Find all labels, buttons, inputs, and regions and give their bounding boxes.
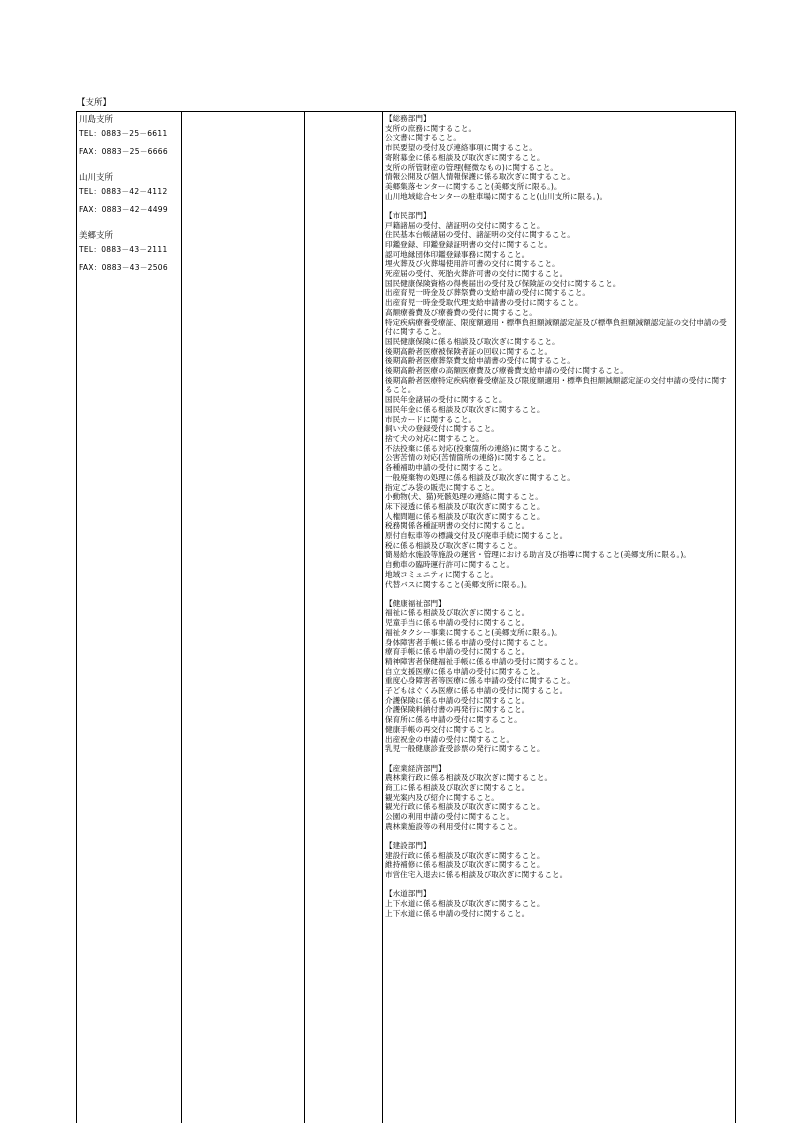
duty-item: 上下水道に係る相談及び取次ぎに関すること。 [385, 898, 545, 908]
duty-item: 農林業行政に係る相談及び取次ぎに関すること。 [385, 773, 553, 783]
duty-item: 小動物(犬、猫)死骸処理の連絡に関すること。 [385, 492, 543, 502]
department-section [385, 114, 733, 201]
duty-item: 維持補修に係る相談及び取次ぎに関すること。 [385, 860, 545, 870]
duty-item: 不法投棄に係る対応(投棄箇所の連絡)に関すること。 [385, 443, 566, 453]
duty-item: 観光行政に係る相談及び取次ぎに関すること。 [385, 802, 545, 812]
duty-item: 国民年金諸届の受付に関すること。 [385, 395, 507, 405]
office-tel: TEL：0883－25－6611 [79, 129, 168, 138]
duty-item: 支所の所管財産の管理(軽微なもの)に関すること。 [385, 162, 558, 172]
duty-item: 税務関係各種証明書の交付に関すること。 [385, 521, 530, 531]
duty-item: 後期高齢者医療葬祭費支給申請書の受付に関すること。 [385, 356, 575, 366]
duty-item: 地域コミュニティに関すること。 [385, 569, 499, 579]
duty-item: 精神障害者保健福祉手帳に係る申請の受付に関すること。 [385, 656, 583, 666]
duty-item: 埋火葬及び火葬場使用許可書の交付に関すること。 [385, 259, 560, 269]
department-title: 【健康福祉部門】 [385, 598, 446, 608]
duty-item: 重度心身障害者等医療に係る申請の受付に関すること。 [385, 676, 575, 686]
duty-item: 情報公開及び個人情報保護に係る取次ぎに関すること。 [385, 172, 575, 182]
duty-item: 児童手当に係る申請の受付に関すること。 [385, 618, 530, 628]
duty-item: 寄附募金に係る相談及び取次ぎに関すること。 [385, 152, 545, 162]
duty-item: 介護保険に係る申請の受付に関すること。 [385, 695, 530, 705]
office-fax: FAX：0883－43－2506 [79, 263, 168, 272]
duty-item: 乳児一般健康診査受診票の発行に関すること。 [385, 744, 545, 754]
duty-item: 国民年金に係る相談及び取次ぎに関すること。 [385, 404, 545, 414]
duty-item: 健康手帳の再交付に関すること。 [385, 724, 499, 734]
duty-item: 死産届の受付、死胎火葬許可書の交付に関すること。 [385, 269, 568, 279]
department-section [385, 211, 733, 589]
duty-item: 建設行政に係る相談及び取次ぎに関すること。 [385, 850, 545, 860]
duty-item: 支所の庶務に関すること。 [385, 123, 477, 133]
duty-item: 飼い犬の登録受付に関すること。 [385, 424, 499, 434]
department-section [385, 599, 733, 754]
duty-item: 人権問題に係る相談及び取次ぎに関すること。 [385, 511, 545, 521]
department-section [385, 764, 733, 832]
duty-item: 各種補助申請の受付に関すること。 [385, 463, 507, 473]
office-name: 山川支所 [79, 173, 114, 183]
duty-item: 税に係る相談及び取次ぎに関すること。 [385, 540, 522, 550]
duty-item: 後期高齢者医療被保険者証の回収に関すること。 [385, 346, 553, 356]
duty-item: 指定ごみ袋の販売に関すること。 [385, 482, 499, 492]
duty-item: 捨て犬の対応に関すること。 [385, 434, 484, 443]
duty-item: 身体障害者手帳に係る申請の受付に関すること。 [385, 637, 553, 647]
branch-table [76, 111, 736, 1123]
department-title: 【総務部門】 [385, 114, 431, 123]
office-tel: TEL：0883－43－2111 [79, 245, 168, 254]
duty-item: 公害苦情の対応(苦情箇所の連絡)に関すること。 [385, 453, 551, 463]
duty-item: 公文書に関すること。 [385, 133, 461, 143]
department-title: 【市民部門】 [385, 210, 431, 220]
office-fax: FAX：0883－25－6666 [79, 147, 168, 156]
department-section [385, 841, 733, 880]
column-divider [304, 112, 305, 1123]
duty-item: 後期高齢者医療の高額医療費及び療養費支給申請の受付に関すること。 [385, 366, 628, 376]
duty-item: 商工に係る相談及び取次ぎに関すること。 [385, 782, 530, 792]
duty-item: 自立支援医療に係る申請の受付に関すること。 [385, 666, 545, 676]
duty-item: 出産育児一時金及び葬祭費の支給申請の受付に関すること。 [385, 288, 591, 298]
duty-item: 認可地縁団体印鑑登録事務に関すること。 [385, 249, 530, 259]
department-title: 【産業経済部門】 [385, 763, 446, 773]
office-name: 美郷支所 [79, 231, 114, 241]
office-entry [79, 114, 181, 164]
duty-item: 観光案内及び紹介に関すること。 [385, 792, 499, 802]
duty-item: 農林業施設等の利用受付に関すること。 [385, 821, 522, 831]
duty-item: 介護保険料納付書の再発行に関すること。 [385, 705, 530, 715]
duty-item: 公園の利用申請の受付に関すること。 [385, 812, 515, 822]
office-tel: TEL：0883－42－4112 [79, 187, 168, 196]
duty-item: 国民健康保険資格の得喪届出の受付及び保険証の交付に関すること。 [385, 278, 621, 288]
duty-item: 高額療養費及び療養費の受付に関すること。 [385, 307, 537, 317]
duty-item: 戸籍諸届の受付、諸証明の交付に関すること。 [385, 220, 545, 230]
duty-item: 福祉に係る相談及び取次ぎに関すること。 [385, 608, 530, 618]
duty-item: 原付自転車等の標識交付及び廃車手続に関すること。 [385, 531, 568, 541]
office-entry [79, 172, 181, 222]
duty-item: 床下浸透に係る相談及び取次ぎに関すること。 [385, 501, 545, 511]
office-fax: FAX：0883－42－4499 [79, 205, 168, 214]
duty-item: 自動車の臨時運行許可に関すること。 [385, 560, 515, 570]
department-title: 【建設部門】 [385, 840, 431, 850]
department-title: 【水道部門】 [385, 889, 431, 899]
duty-item: 保育所に係る申請の受付に関すること。 [385, 715, 522, 725]
section-heading: 【支所】 [77, 98, 112, 108]
duty-item: 国民健康保険に係る相談及び取次ぎに関すること。 [385, 336, 560, 346]
duty-item: 山川地域総合センターの駐車場に関すること(山川支所に限る。)。 [385, 191, 608, 201]
office-name: 川島支所 [79, 115, 114, 125]
duty-item: 市営住宅入退去に係る相談及び取次ぎに関すること。 [385, 870, 568, 880]
duty-item: 出産祝金の申請の受付に関すること。 [385, 734, 515, 744]
duty-item: 福祉タクシー事業に関すること(美郷支所に限る。)。 [385, 627, 562, 637]
duty-item: 出産育児一時金受取代理支給申請書の受付に関すること。 [385, 298, 583, 308]
duty-item: 市民カードに関すること。 [385, 414, 477, 424]
duty-item: 後期高齢者医療特定疾病療養受療証及び限度額適用・標準負担額減額認定証の交付申請の受付に関すること。 [385, 375, 727, 395]
office-column [77, 112, 181, 288]
duties-column [383, 112, 735, 1124]
duty-item: 市民要望の受付及び連絡事項に関すること。 [385, 143, 537, 153]
duty-item: 特定疾病療養受療証、限度額適用・標準負担額減額認定証及び標準負担額減額認定証の交付申請の受付に関すること。 [385, 317, 727, 337]
duty-item: 子どもはぐくみ医療に係る申請の受付に関すること。 [385, 686, 568, 696]
column-divider [181, 112, 182, 1123]
duty-item: 美郷集落センターに関すること(美郷支所に限る。)。 [385, 181, 562, 191]
duty-item: 代替バスに関すること(美郷支所に限る。)。 [385, 579, 532, 589]
department-section [385, 889, 733, 918]
duty-item: 住民基本台帳諸届の受付、諸証明の交付に関すること。 [385, 230, 575, 240]
duty-item: 簡易給水施設等施設の運営・管理における助言及び指導に関すること(美郷支所に限る。)。 [385, 550, 691, 560]
duty-item: 一般廃棄物の処理に係る相談及び取次ぎに関すること。 [385, 472, 575, 482]
duty-item: 上下水道に係る申請の受付に関すること。 [385, 908, 530, 918]
duty-item: 印鑑登録、印鑑登録証明書の交付に関すること。 [385, 239, 553, 249]
duty-item: 療育手帳に係る申請の受付に関すること。 [385, 647, 530, 657]
office-entry [79, 230, 181, 280]
